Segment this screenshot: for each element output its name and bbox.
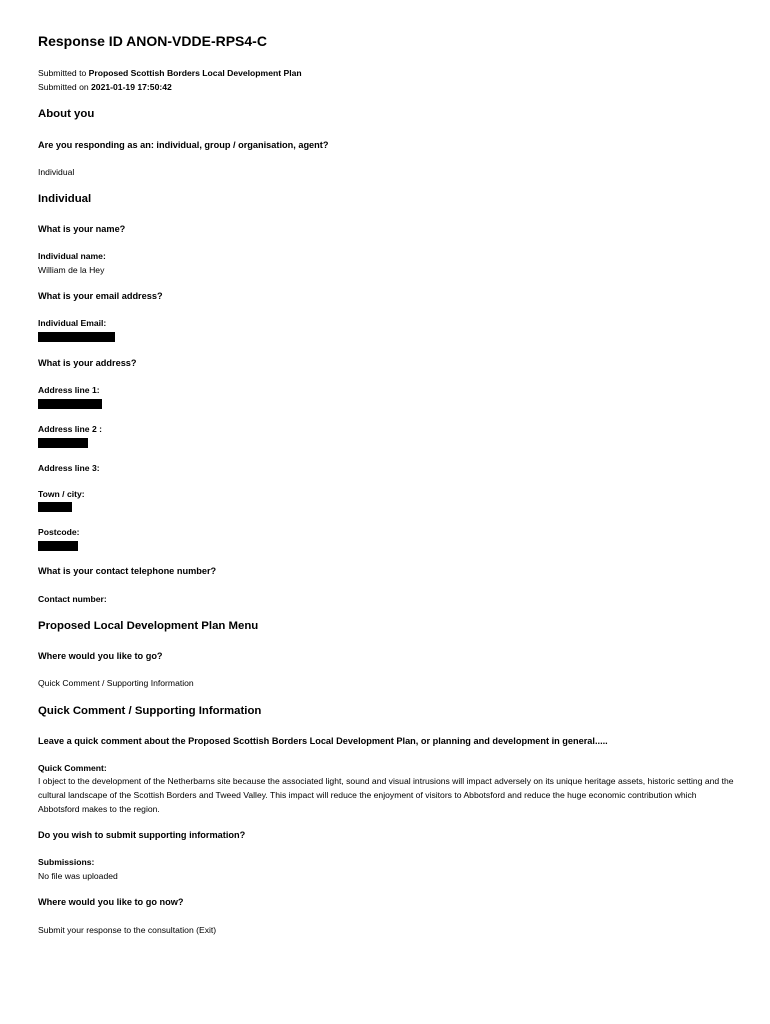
question-email: What is your email address? [38, 291, 163, 301]
label-contact-number: Contact number: [38, 594, 107, 604]
answer-go-now: Submit your response to the consultation (Exit) [38, 925, 217, 935]
label-address-line-2: Address line 2 : [38, 424, 102, 434]
label-quick-comment: Quick Comment: [38, 763, 107, 773]
answer-where-to-go: Quick Comment / Supporting Information [38, 678, 194, 688]
question-address: What is your address? [38, 358, 137, 368]
redacted-email-block [38, 332, 115, 342]
section-heading-individual: Individual [38, 193, 92, 205]
answer-respondent-type: Individual [38, 167, 75, 177]
quick-comment-text: I object to the development of the Netherbarns site because the associated light, sound and visual intrusions will impact adversely on its unique heritage assets, historic setting and the cultural landscape of the Scottish Borders and Tweed Valley. This impact will reduce the enjoyment of visitors to Abbotsford and reduce the huge economic contribution which Abbotsford makes to the region. [38, 776, 734, 814]
redacted-postcode-block [38, 541, 78, 551]
redacted-town-block [38, 502, 72, 512]
label-submissions: Submissions: [38, 857, 95, 867]
submitted-to-line [38, 68, 302, 78]
question-go-now: Where would you like to go now? [38, 897, 184, 907]
label-individual-name: Individual name: [38, 251, 106, 261]
section-heading-quick-comment: Quick Comment / Supporting Information [38, 705, 262, 717]
submitted-to-prefix: Submitted to [38, 68, 87, 78]
redacted-address-line-1-block [38, 399, 102, 409]
label-town-city: Town / city: [38, 489, 85, 499]
question-telephone: What is your contact telephone number? [38, 566, 217, 576]
submitted-on-value: 2021-01-19 17:50:42 [91, 82, 172, 92]
label-email: Individual Email: [38, 318, 107, 328]
redacted-address-line-2-block [38, 438, 88, 448]
question-supporting-info: Do you wish to submit supporting information? [38, 830, 246, 840]
section-heading-about: About you [38, 108, 95, 120]
page-title: Response ID ANON-VDDE-RPS4-C [38, 33, 267, 49]
section-heading-menu: Proposed Local Development Plan Menu [38, 620, 259, 632]
label-postcode: Postcode: [38, 527, 80, 537]
value-submissions: No file was uploaded [38, 871, 118, 881]
question-name: What is your name? [38, 224, 126, 234]
submitted-on-prefix: Submitted on [38, 82, 89, 92]
submitted-on-line [38, 82, 172, 92]
question-quick-comment: Leave a quick comment about the Proposed Scottish Borders Local Development Plan, or planning and development in general..... [38, 736, 608, 746]
question-respondent-type: Are you responding as an: individual, group / organisation, agent? [38, 140, 329, 150]
submitted-to-value: Proposed Scottish Borders Local Development Plan [88, 68, 302, 78]
question-where-to-go: Where would you like to go? [38, 651, 163, 661]
label-address-line-3: Address line 3: [38, 463, 100, 473]
value-individual-name: William de la Hey [38, 265, 105, 275]
label-address-line-1: Address line 1: [38, 385, 100, 395]
